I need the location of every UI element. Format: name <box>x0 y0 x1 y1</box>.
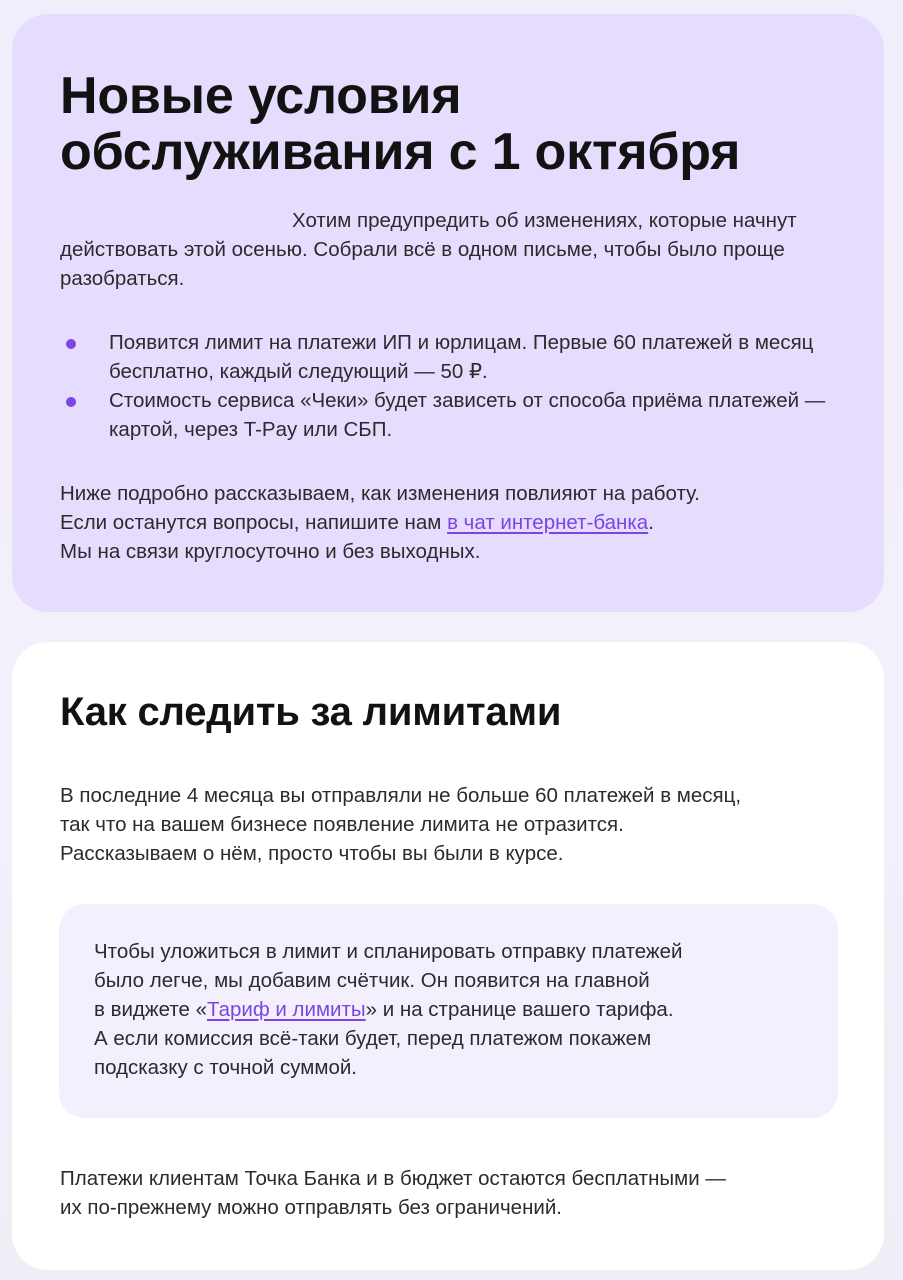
tip-text-after-link: » и на странице вашего тарифа. <box>365 998 674 1021</box>
footer-line: Платежи клиентам Точка Банка и в бюджет остаются бесплатными — <box>60 1167 726 1190</box>
tip-text <box>94 937 814 1082</box>
chat-link[interactable]: в чат интернет-банка <box>447 511 649 534</box>
limits-line: так что на вашем бизнесе появление лимита не отразится. <box>60 813 624 836</box>
outro-text-before-link: Если останутся вопросы, напишите нам <box>60 511 448 534</box>
tip-text-before-link: в виджете « <box>94 998 207 1021</box>
list-item-text: Стоимость сервиса «Чеки» будет зависеть от способа приёма платежей — картой, через T-Pay или СБП. <box>109 389 826 441</box>
tariff-limits-link[interactable]: Тариф и лимиты <box>206 998 366 1021</box>
bullet-dot-icon <box>66 339 76 349</box>
tip-box <box>59 904 838 1118</box>
hero-card <box>12 14 884 612</box>
page-title: Новые условия обслуживания с 1 октября <box>60 67 741 181</box>
limits-line: В последние 4 месяца вы отправляли не больше 60 платежей в месяц, <box>60 784 742 807</box>
changes-list <box>60 328 850 444</box>
tip-line: А если комиссия всё-таки будет, перед платежом покажем <box>94 1027 652 1050</box>
tip-line: Чтобы уложиться в лимит и спланировать отправку платежей <box>94 940 683 963</box>
limits-line: Рассказываем о нём, просто чтобы вы были в курсе. <box>60 842 564 865</box>
limits-card <box>12 642 884 1270</box>
tip-line: подсказку с точной суммой. <box>94 1056 358 1079</box>
tip-line: было легче, мы добавим счётчик. Он появится на главной <box>94 969 650 992</box>
tip-line <box>94 995 814 1024</box>
bullet-dot-icon <box>66 397 76 407</box>
section-title: Как следить за лимитами <box>60 690 562 734</box>
list-item-text: Появится лимит на платежи ИП и юрлицам. Первые 60 платежей в месяц бесплатно, каждый следующий — 50 ₽. <box>109 331 814 383</box>
outro-line: Ниже подробно рассказываем, как изменения повлияют на работу. <box>60 482 701 505</box>
limits-text <box>60 781 850 868</box>
list-item <box>60 386 850 444</box>
footer-text <box>60 1164 850 1222</box>
outro-text-after-link: . <box>648 511 654 534</box>
intro-text: Хотим предупредить об изменениях, которые начнут действовать этой осенью. Собрали всё в одном письме, чтобы было проще разобраться. <box>60 209 797 290</box>
outro-text <box>60 479 850 566</box>
footer-line: их по-прежнему можно отправлять без ограничений. <box>60 1196 562 1219</box>
outro-line: Мы на связи круглосуточно и без выходных. <box>60 540 481 563</box>
list-item <box>60 328 850 386</box>
outro-line <box>60 508 850 537</box>
